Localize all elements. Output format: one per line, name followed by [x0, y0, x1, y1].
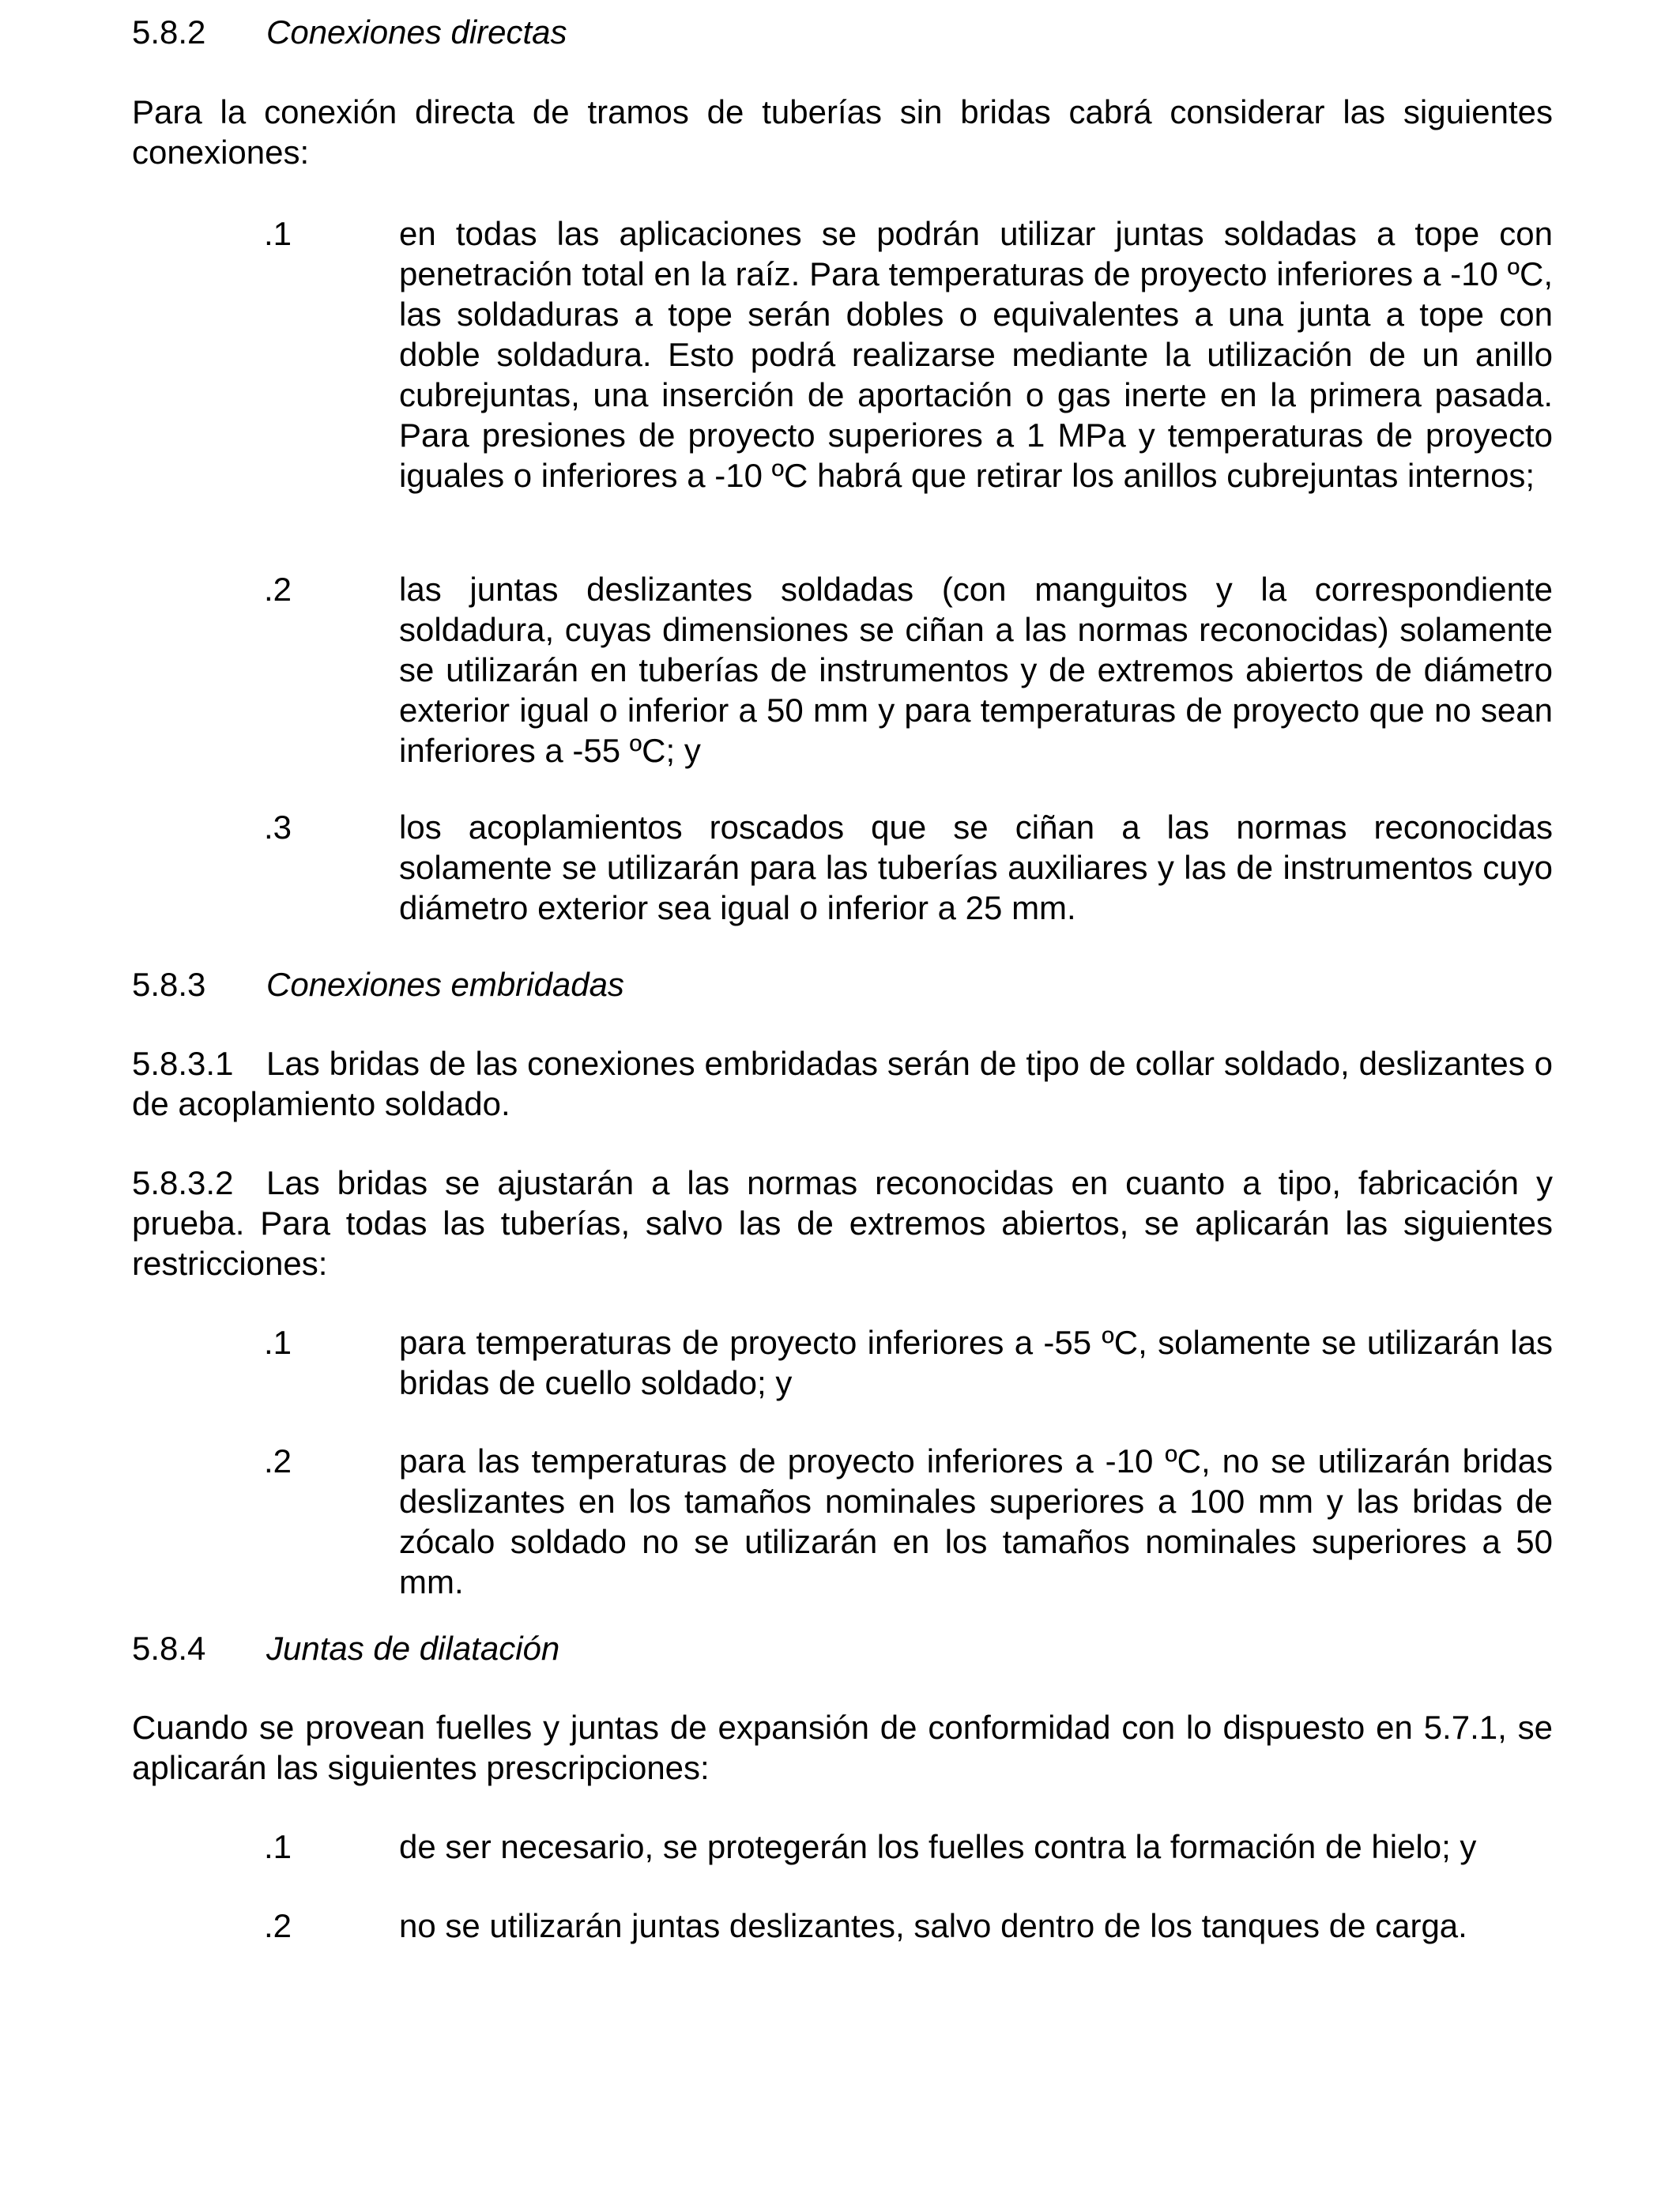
- list-item-number: .1: [264, 1324, 292, 1361]
- section-number: 5.8.3: [132, 966, 206, 1003]
- list-item-text: de ser necesario, se protegerán los fuelles contra la formación de hielo; y: [399, 1828, 1477, 1865]
- list-item-text: para temperaturas de proyecto inferiores a -55 ºC, solamente se utilizarán las bridas de cuello soldado; y: [399, 1324, 1553, 1401]
- list-item-number: .1: [264, 215, 292, 252]
- paragraph: Para la conexión directa de tramos de tuberías sin bridas cabrá considerar las siguientes conexiones:: [132, 93, 1553, 171]
- list-item-text: los acoplamientos roscados que se ciñan a las normas reconocidas solamente se utilizarán para las tuberías auxiliares y las de instrumentos cuyo diámetro exterior sea igual o inferior a 25 mm.: [399, 809, 1553, 926]
- list-item-number: .1: [264, 1828, 292, 1865]
- section-number: 5.8.4: [132, 1630, 206, 1667]
- section-title: Conexiones directas: [266, 13, 567, 51]
- list-item-text: en todas las aplicaciones se podrán utilizar juntas soldadas a tope con penetración total en la raíz. Para temperaturas de proyecto inferiores a -10 ºC, las soldaduras a tope serán dobles o equivalentes a una junta a tope con doble soldadura. Esto podrá realizarse mediante la utilización de un anillo cubrejuntas, una inserción de aportación o gas inerte en la primera pasada. Para presiones de proyecto superiores a 1 MPa y temperaturas de proyecto iguales o inferiores a -10 ºC habrá que retirar los anillos cubrejuntas internos;: [399, 215, 1553, 494]
- list-item-text: para las temperaturas de proyecto inferiores a -10 ºC, no se utilizarán bridas deslizantes en los tamaños nominales superiores a 100 mm y las bridas de zócalo soldado no se utilizarán en los tamaños nominales superiores a 50 mm.: [399, 1442, 1553, 1600]
- list-item-text: no se utilizarán juntas deslizantes, salvo dentro de los tanques de carga.: [399, 1907, 1467, 1944]
- list-item-number: .2: [264, 1442, 292, 1480]
- paragraph-number: 5.8.3.1: [132, 1045, 234, 1082]
- paragraph-text: Las bridas se ajustarán a las normas reconocidas en cuanto a tipo, fabricación y prueba. Para todas las tuberías, salvo las de extremos abiertos, se aplicarán las siguientes restricciones:: [132, 1164, 1553, 1282]
- numbered-paragraph: [132, 1163, 1553, 1284]
- section-title: Conexiones embridadas: [266, 966, 624, 1003]
- paragraph: Cuando se provean fuelles y juntas de expansión de conformidad con lo dispuesto en 5.7.1, se aplicarán las siguientes prescripciones:: [132, 1709, 1553, 1786]
- list-item-number: .2: [264, 1907, 292, 1944]
- section-title: Juntas de dilatación: [266, 1630, 560, 1667]
- section-number: 5.8.2: [132, 13, 206, 51]
- list-item-text: las juntas deslizantes soldadas (con manguitos y la correspondiente soldadura, cuyas dimensiones se ciñan a las normas reconocidas) solamente se utilizarán en tuberías de instrumentos y de extremos abiertos de diámetro exterior igual o inferior a 50 mm y para temperaturas de proyecto que no sean inferiores a -55 ºC; y: [399, 571, 1553, 769]
- paragraph-number: 5.8.3.2: [132, 1164, 234, 1201]
- paragraph-text: Las bridas de las conexiones embridadas serán de tipo de collar soldado, deslizantes o de acoplamiento soldado.: [132, 1045, 1553, 1122]
- list-item-number: .3: [264, 809, 292, 846]
- list-item-number: .2: [264, 571, 292, 608]
- numbered-paragraph: [132, 1043, 1553, 1124]
